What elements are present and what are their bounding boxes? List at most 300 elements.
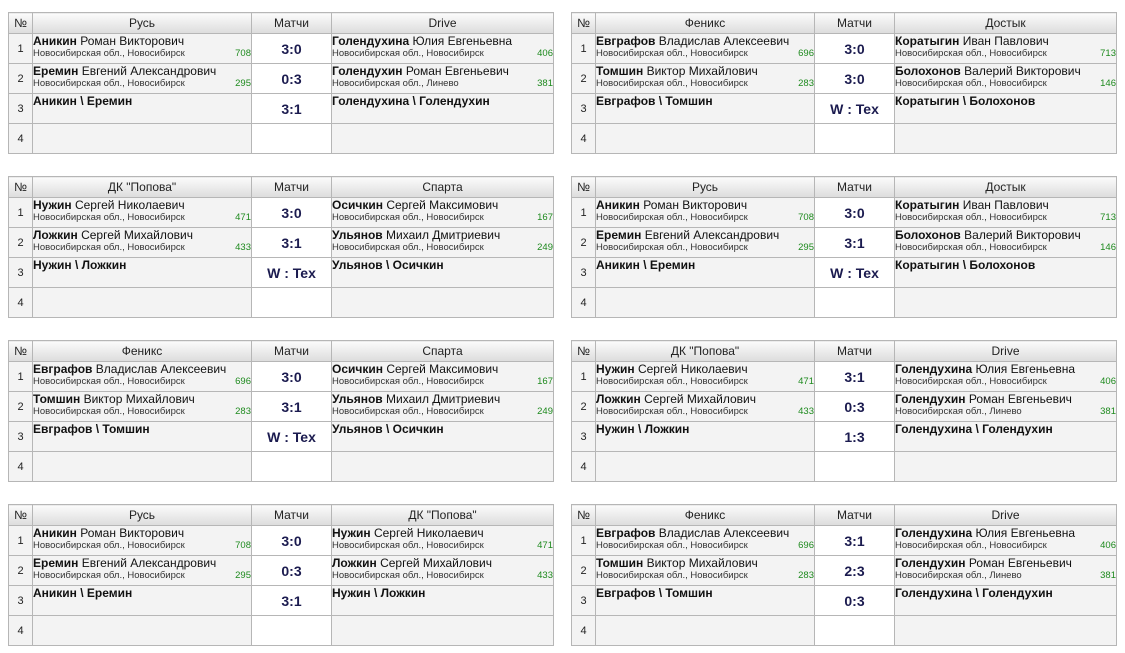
player-name[interactable] bbox=[895, 228, 1116, 242]
doubles-pair[interactable]: Аникин \ Еремин bbox=[33, 586, 133, 600]
player-given-names: Владислав Алексеевич bbox=[92, 362, 227, 376]
player-location-row bbox=[596, 212, 814, 224]
col-header-matches: Матчи bbox=[252, 177, 332, 198]
player-location: Новосибирская обл., Новосибирск bbox=[895, 48, 1047, 59]
player-name[interactable] bbox=[895, 64, 1116, 78]
doubles-pair[interactable]: Коратыгин \ Болохонов bbox=[895, 258, 1036, 272]
empty-cell bbox=[33, 288, 252, 318]
player-surname: Коратыгин bbox=[895, 198, 960, 212]
player-location: Новосибирская обл., Новосибирск bbox=[33, 540, 185, 551]
player-location: Новосибирская обл., Новосибирск bbox=[332, 48, 484, 59]
col-header-matches: Матчи bbox=[252, 341, 332, 362]
doubles-pair[interactable]: Ульянов \ Осичкин bbox=[332, 422, 444, 436]
player-surname: Осичкин bbox=[332, 198, 383, 212]
player-cell bbox=[33, 362, 252, 392]
match-row bbox=[572, 422, 1117, 452]
player-rating: 381 bbox=[1100, 406, 1116, 417]
row-number: 2 bbox=[572, 228, 596, 258]
match-score[interactable]: 3:1 bbox=[815, 362, 895, 392]
team-away-name: Спарта bbox=[332, 341, 554, 362]
player-name[interactable] bbox=[33, 34, 251, 48]
player-cell bbox=[332, 198, 554, 228]
col-header-number: № bbox=[9, 505, 33, 526]
player-given-names: Роман Евгеньевич bbox=[965, 392, 1072, 406]
empty-cell bbox=[33, 616, 252, 646]
player-location: Новосибирская обл., Новосибирск bbox=[33, 78, 185, 89]
player-given-names: Роман Викторович bbox=[76, 526, 185, 540]
player-cell bbox=[332, 34, 554, 64]
player-rating: 471 bbox=[235, 212, 251, 223]
player-cell bbox=[895, 556, 1117, 586]
header-row bbox=[572, 177, 1117, 198]
player-given-names: Сергей Максимович bbox=[382, 362, 499, 376]
player-surname: Голендухин bbox=[895, 556, 966, 570]
player-surname: Ложкин bbox=[596, 392, 641, 406]
player-name[interactable] bbox=[596, 228, 814, 242]
col-header-matches: Матчи bbox=[815, 177, 895, 198]
player-location-row bbox=[895, 570, 1116, 582]
match-score[interactable]: 3:1 bbox=[252, 392, 332, 422]
doubles-cell bbox=[33, 94, 252, 124]
player-rating: 146 bbox=[1100, 78, 1116, 89]
match-score[interactable]: 0:3 bbox=[252, 64, 332, 94]
player-rating: 433 bbox=[235, 242, 251, 253]
player-location: Новосибирская обл., Новосибирск bbox=[895, 242, 1047, 253]
match-score-empty bbox=[815, 452, 895, 482]
match-table bbox=[571, 12, 1117, 154]
player-location-row bbox=[33, 48, 251, 60]
match-score-empty bbox=[252, 288, 332, 318]
row-number: 4 bbox=[572, 124, 596, 154]
col-header-number: № bbox=[9, 13, 33, 34]
player-cell bbox=[596, 228, 815, 258]
player-given-names: Сергей Михайлович bbox=[77, 228, 193, 242]
row-number: 3 bbox=[9, 258, 33, 288]
match-row bbox=[9, 526, 554, 556]
player-location: Новосибирская обл., Новосибирск bbox=[895, 212, 1047, 223]
player-location: Новосибирская обл., Новосибирск bbox=[332, 406, 484, 417]
player-name[interactable] bbox=[33, 64, 251, 78]
player-surname: Нужин bbox=[332, 526, 371, 540]
player-cell bbox=[596, 64, 815, 94]
team-away-name: Drive bbox=[332, 13, 554, 34]
player-name[interactable] bbox=[332, 228, 553, 242]
empty-cell bbox=[895, 288, 1117, 318]
doubles-pair[interactable]: Ульянов \ Осичкин bbox=[332, 258, 444, 272]
doubles-pair[interactable]: Голендухина \ Голендухин bbox=[332, 94, 490, 108]
player-name[interactable] bbox=[332, 362, 553, 376]
doubles-pair[interactable]: Евграфов \ Томшин bbox=[596, 586, 713, 600]
match-score[interactable]: 3:0 bbox=[252, 526, 332, 556]
player-given-names: Иван Павлович bbox=[959, 198, 1049, 212]
match-score[interactable]: W : Tex bbox=[252, 422, 332, 452]
match-row bbox=[9, 124, 554, 154]
player-rating: 295 bbox=[235, 570, 251, 581]
player-name[interactable] bbox=[332, 34, 553, 48]
player-surname: Евграфов bbox=[596, 34, 656, 48]
match-score[interactable]: 3:1 bbox=[252, 586, 332, 616]
player-location: Новосибирская обл., Линево bbox=[332, 78, 459, 89]
match-row bbox=[9, 452, 554, 482]
player-given-names: Валерий Викторович bbox=[960, 228, 1081, 242]
row-number: 3 bbox=[9, 422, 33, 452]
player-name[interactable] bbox=[596, 64, 814, 78]
player-name[interactable] bbox=[33, 526, 251, 540]
player-given-names: Сергей Николаевич bbox=[634, 362, 748, 376]
match-row bbox=[572, 258, 1117, 288]
match-score-empty bbox=[815, 616, 895, 646]
player-rating: 283 bbox=[235, 406, 251, 417]
player-cell bbox=[895, 526, 1117, 556]
player-rating: 696 bbox=[798, 540, 814, 551]
player-location: Новосибирская обл., Новосибирск bbox=[33, 212, 185, 223]
match-score[interactable]: 0:3 bbox=[815, 392, 895, 422]
match-score-empty bbox=[252, 452, 332, 482]
player-rating: 708 bbox=[798, 212, 814, 223]
match-score[interactable]: 3:1 bbox=[815, 228, 895, 258]
player-location: Новосибирская обл., Новосибирск bbox=[596, 376, 748, 387]
player-name[interactable] bbox=[33, 362, 251, 376]
player-given-names: Сергей Максимович bbox=[382, 198, 499, 212]
player-name[interactable] bbox=[33, 392, 251, 406]
player-given-names: Роман Евгеньевич bbox=[965, 556, 1072, 570]
player-name[interactable] bbox=[596, 526, 814, 540]
doubles-cell bbox=[33, 422, 252, 452]
player-surname: Евграфов bbox=[596, 526, 656, 540]
player-surname: Болохонов bbox=[895, 228, 961, 242]
player-cell bbox=[332, 228, 554, 258]
match-score[interactable]: 3:0 bbox=[815, 198, 895, 228]
row-number: 1 bbox=[9, 198, 33, 228]
player-name[interactable] bbox=[33, 228, 251, 242]
match-score[interactable]: 3:0 bbox=[252, 198, 332, 228]
player-surname: Голендухин bbox=[895, 392, 966, 406]
match-table bbox=[8, 176, 554, 318]
player-location: Новосибирская обл., Новосибирск bbox=[332, 212, 484, 223]
match-row bbox=[9, 586, 554, 616]
match-score[interactable]: W : Tex bbox=[815, 94, 895, 124]
player-name[interactable] bbox=[596, 362, 814, 376]
match-score[interactable]: 3:1 bbox=[252, 228, 332, 258]
match-row bbox=[572, 526, 1117, 556]
match-table bbox=[571, 504, 1117, 646]
doubles-pair[interactable]: Аникин \ Еремин bbox=[596, 258, 696, 272]
header-row bbox=[572, 341, 1117, 362]
player-location: Новосибирская обл., Новосибирск bbox=[596, 212, 748, 223]
player-surname: Еремин bbox=[33, 556, 79, 570]
player-rating: 696 bbox=[798, 48, 814, 59]
player-cell bbox=[33, 526, 252, 556]
player-given-names: Михаил Дмитриевич bbox=[382, 392, 501, 406]
doubles-pair[interactable]: Аникин \ Еремин bbox=[33, 94, 133, 108]
player-rating: 406 bbox=[1100, 376, 1116, 387]
player-location: Новосибирская обл., Новосибирск bbox=[596, 48, 748, 59]
team-home-name: Русь bbox=[33, 505, 252, 526]
match-score[interactable]: W : Tex bbox=[252, 258, 332, 288]
player-cell bbox=[596, 392, 815, 422]
row-number: 3 bbox=[9, 94, 33, 124]
player-surname: Ложкин bbox=[332, 556, 377, 570]
empty-cell bbox=[332, 616, 554, 646]
col-header-number: № bbox=[572, 341, 596, 362]
player-location-row bbox=[895, 212, 1116, 224]
player-location-row bbox=[332, 540, 553, 552]
row-number: 1 bbox=[9, 362, 33, 392]
player-name[interactable] bbox=[596, 392, 814, 406]
player-name[interactable] bbox=[332, 556, 553, 570]
row-number: 4 bbox=[9, 616, 33, 646]
col-header-matches: Матчи bbox=[815, 505, 895, 526]
match-row bbox=[572, 198, 1117, 228]
match-row bbox=[9, 422, 554, 452]
player-cell bbox=[33, 64, 252, 94]
player-surname: Еремин bbox=[596, 228, 642, 242]
player-surname: Голендухина bbox=[895, 362, 973, 376]
player-location: Новосибирская обл., Новосибирск bbox=[33, 376, 185, 387]
row-number: 1 bbox=[9, 526, 33, 556]
doubles-cell bbox=[332, 94, 554, 124]
player-rating: 381 bbox=[1100, 570, 1116, 581]
player-cell bbox=[332, 362, 554, 392]
player-given-names: Михаил Дмитриевич bbox=[382, 228, 501, 242]
player-name[interactable] bbox=[332, 392, 553, 406]
match-score-empty bbox=[815, 124, 895, 154]
player-rating: 406 bbox=[537, 48, 553, 59]
player-surname: Томшин bbox=[596, 556, 644, 570]
player-location: Новосибирская обл., Новосибирск bbox=[596, 540, 748, 551]
player-cell bbox=[33, 392, 252, 422]
match-score[interactable]: 1:3 bbox=[815, 422, 895, 452]
player-location: Новосибирская обл., Новосибирск bbox=[332, 540, 484, 551]
player-surname: Нужин bbox=[596, 362, 635, 376]
empty-cell bbox=[332, 452, 554, 482]
doubles-pair[interactable]: Нужин \ Ложкин bbox=[596, 422, 690, 436]
player-name[interactable] bbox=[332, 64, 553, 78]
player-name[interactable] bbox=[33, 556, 251, 570]
player-surname: Голендухина bbox=[895, 526, 973, 540]
player-cell bbox=[332, 64, 554, 94]
player-location-row bbox=[33, 570, 251, 582]
player-name[interactable] bbox=[596, 34, 814, 48]
match-score[interactable]: 2:3 bbox=[815, 556, 895, 586]
doubles-cell bbox=[332, 258, 554, 288]
team-away-name: Спарта bbox=[332, 177, 554, 198]
col-header-matches: Матчи bbox=[815, 341, 895, 362]
match-row bbox=[9, 64, 554, 94]
row-number: 2 bbox=[572, 556, 596, 586]
team-home-name: Русь bbox=[33, 13, 252, 34]
player-rating: 283 bbox=[798, 78, 814, 89]
player-surname: Аникин bbox=[596, 198, 640, 212]
player-cell bbox=[33, 556, 252, 586]
doubles-pair[interactable]: Голендухина \ Голендухин bbox=[895, 422, 1053, 436]
header-row bbox=[572, 13, 1117, 34]
player-location: Новосибирская обл., Новосибирск bbox=[596, 78, 748, 89]
player-location: Новосибирская обл., Новосибирск bbox=[596, 406, 748, 417]
player-rating: 406 bbox=[1100, 540, 1116, 551]
doubles-cell bbox=[895, 586, 1117, 616]
col-header-number: № bbox=[572, 13, 596, 34]
player-name[interactable] bbox=[895, 392, 1116, 406]
doubles-cell bbox=[596, 258, 815, 288]
match-row bbox=[9, 94, 554, 124]
player-surname: Осичкин bbox=[332, 362, 383, 376]
col-header-number: № bbox=[572, 505, 596, 526]
player-rating: 295 bbox=[798, 242, 814, 253]
row-number: 3 bbox=[572, 586, 596, 616]
team-home-name: Феникс bbox=[33, 341, 252, 362]
row-number: 2 bbox=[9, 228, 33, 258]
player-location-row bbox=[895, 78, 1116, 90]
team-home-name: ДК "Попова" bbox=[596, 341, 815, 362]
empty-cell bbox=[332, 124, 554, 154]
col-header-matches: Матчи bbox=[252, 505, 332, 526]
row-number: 2 bbox=[9, 64, 33, 94]
match-score[interactable]: 0:3 bbox=[815, 586, 895, 616]
player-location: Новосибирская обл., Новосибирск bbox=[332, 376, 484, 387]
player-given-names: Виктор Михайлович bbox=[643, 556, 758, 570]
player-cell bbox=[895, 64, 1117, 94]
empty-cell bbox=[895, 124, 1117, 154]
player-cell bbox=[596, 556, 815, 586]
player-location-row bbox=[33, 540, 251, 552]
player-location-row bbox=[596, 540, 814, 552]
player-surname: Аникин bbox=[33, 526, 77, 540]
player-location: Новосибирская обл., Линево bbox=[895, 570, 1022, 581]
team-home-name: Феникс bbox=[596, 13, 815, 34]
header-row bbox=[9, 13, 554, 34]
row-number: 4 bbox=[9, 288, 33, 318]
doubles-cell bbox=[332, 586, 554, 616]
match-score-empty bbox=[815, 288, 895, 318]
player-surname: Ульянов bbox=[332, 392, 383, 406]
row-number: 3 bbox=[9, 586, 33, 616]
player-location: Новосибирская обл., Новосибирск bbox=[332, 242, 484, 253]
player-rating: 708 bbox=[235, 540, 251, 551]
player-name[interactable] bbox=[332, 526, 553, 540]
player-location: Новосибирская обл., Новосибирск bbox=[33, 242, 185, 253]
player-given-names: Сергей Николаевич bbox=[71, 198, 185, 212]
player-surname: Томшин bbox=[596, 64, 644, 78]
player-given-names: Валерий Викторович bbox=[960, 64, 1081, 78]
player-location-row bbox=[895, 242, 1116, 254]
match-table bbox=[571, 176, 1117, 318]
player-name[interactable] bbox=[895, 34, 1116, 48]
team-home-name: Русь bbox=[596, 177, 815, 198]
row-number: 2 bbox=[572, 392, 596, 422]
player-rating: 381 bbox=[537, 78, 553, 89]
match-row bbox=[9, 616, 554, 646]
player-location-row bbox=[332, 48, 553, 60]
empty-cell bbox=[332, 288, 554, 318]
match-row bbox=[572, 362, 1117, 392]
team-away-name: Достык bbox=[895, 177, 1117, 198]
player-cell bbox=[33, 228, 252, 258]
match-row bbox=[9, 198, 554, 228]
match-score[interactable]: 3:0 bbox=[252, 34, 332, 64]
doubles-pair[interactable]: Евграфов \ Томшин bbox=[33, 422, 150, 436]
match-score[interactable]: W : Tex bbox=[815, 258, 895, 288]
match-row bbox=[9, 228, 554, 258]
player-surname: Ложкин bbox=[33, 228, 78, 242]
match-table bbox=[8, 12, 554, 154]
row-number: 1 bbox=[572, 526, 596, 556]
player-location: Новосибирская обл., Новосибирск bbox=[895, 78, 1047, 89]
player-location-row bbox=[596, 48, 814, 60]
player-name[interactable] bbox=[895, 526, 1116, 540]
doubles-cell bbox=[596, 422, 815, 452]
team-away-name: Drive bbox=[895, 505, 1117, 526]
player-rating: 433 bbox=[537, 570, 553, 581]
match-score[interactable]: 3:1 bbox=[815, 526, 895, 556]
match-row bbox=[9, 556, 554, 586]
empty-cell bbox=[596, 288, 815, 318]
team-away-name: ДК "Попова" bbox=[332, 505, 554, 526]
match-row bbox=[9, 288, 554, 318]
player-location: Новосибирская обл., Новосибирск bbox=[596, 570, 748, 581]
doubles-pair[interactable]: Голендухина \ Голендухин bbox=[895, 586, 1053, 600]
header-row bbox=[9, 177, 554, 198]
player-name[interactable] bbox=[332, 198, 553, 212]
player-location: Новосибирская обл., Линево bbox=[895, 406, 1022, 417]
empty-cell bbox=[596, 616, 815, 646]
player-given-names: Евгений Александрович bbox=[78, 556, 217, 570]
player-given-names: Сергей Михайлович bbox=[640, 392, 756, 406]
player-name[interactable] bbox=[895, 198, 1116, 212]
player-location-row bbox=[596, 406, 814, 418]
player-location-row bbox=[596, 242, 814, 254]
doubles-pair[interactable]: Евграфов \ Томшин bbox=[596, 94, 713, 108]
player-location-row bbox=[33, 212, 251, 224]
player-cell bbox=[332, 556, 554, 586]
match-score[interactable]: 0:3 bbox=[252, 556, 332, 586]
player-name[interactable] bbox=[596, 198, 814, 212]
player-name[interactable] bbox=[596, 556, 814, 570]
row-number: 4 bbox=[572, 616, 596, 646]
match-row bbox=[9, 392, 554, 422]
match-score[interactable]: 3:0 bbox=[815, 64, 895, 94]
empty-cell bbox=[33, 452, 252, 482]
player-surname: Нужин bbox=[33, 198, 72, 212]
doubles-pair[interactable]: Нужин \ Ложкин bbox=[33, 258, 127, 272]
doubles-cell bbox=[596, 94, 815, 124]
match-score[interactable]: 3:0 bbox=[815, 34, 895, 64]
player-location-row bbox=[895, 48, 1116, 60]
player-name[interactable] bbox=[895, 556, 1116, 570]
row-number: 3 bbox=[572, 422, 596, 452]
match-row bbox=[572, 586, 1117, 616]
player-location: Новосибирская обл., Новосибирск bbox=[895, 540, 1047, 551]
player-location-row bbox=[895, 406, 1116, 418]
player-name[interactable] bbox=[33, 198, 251, 212]
player-cell bbox=[895, 362, 1117, 392]
player-name[interactable] bbox=[895, 362, 1116, 376]
player-rating: 713 bbox=[1100, 48, 1116, 59]
player-given-names: Евгений Александрович bbox=[78, 64, 217, 78]
player-location-row bbox=[33, 376, 251, 388]
player-given-names: Роман Викторович bbox=[76, 34, 185, 48]
match-score[interactable]: 3:1 bbox=[252, 94, 332, 124]
col-header-number: № bbox=[572, 177, 596, 198]
player-location: Новосибирская обл., Новосибирск bbox=[895, 376, 1047, 387]
doubles-pair[interactable]: Коратыгин \ Болохонов bbox=[895, 94, 1036, 108]
match-score[interactable]: 3:0 bbox=[252, 362, 332, 392]
row-number: 1 bbox=[572, 362, 596, 392]
doubles-pair[interactable]: Нужин \ Ложкин bbox=[332, 586, 426, 600]
player-location-row bbox=[596, 570, 814, 582]
player-cell bbox=[895, 392, 1117, 422]
match-row bbox=[572, 34, 1117, 64]
